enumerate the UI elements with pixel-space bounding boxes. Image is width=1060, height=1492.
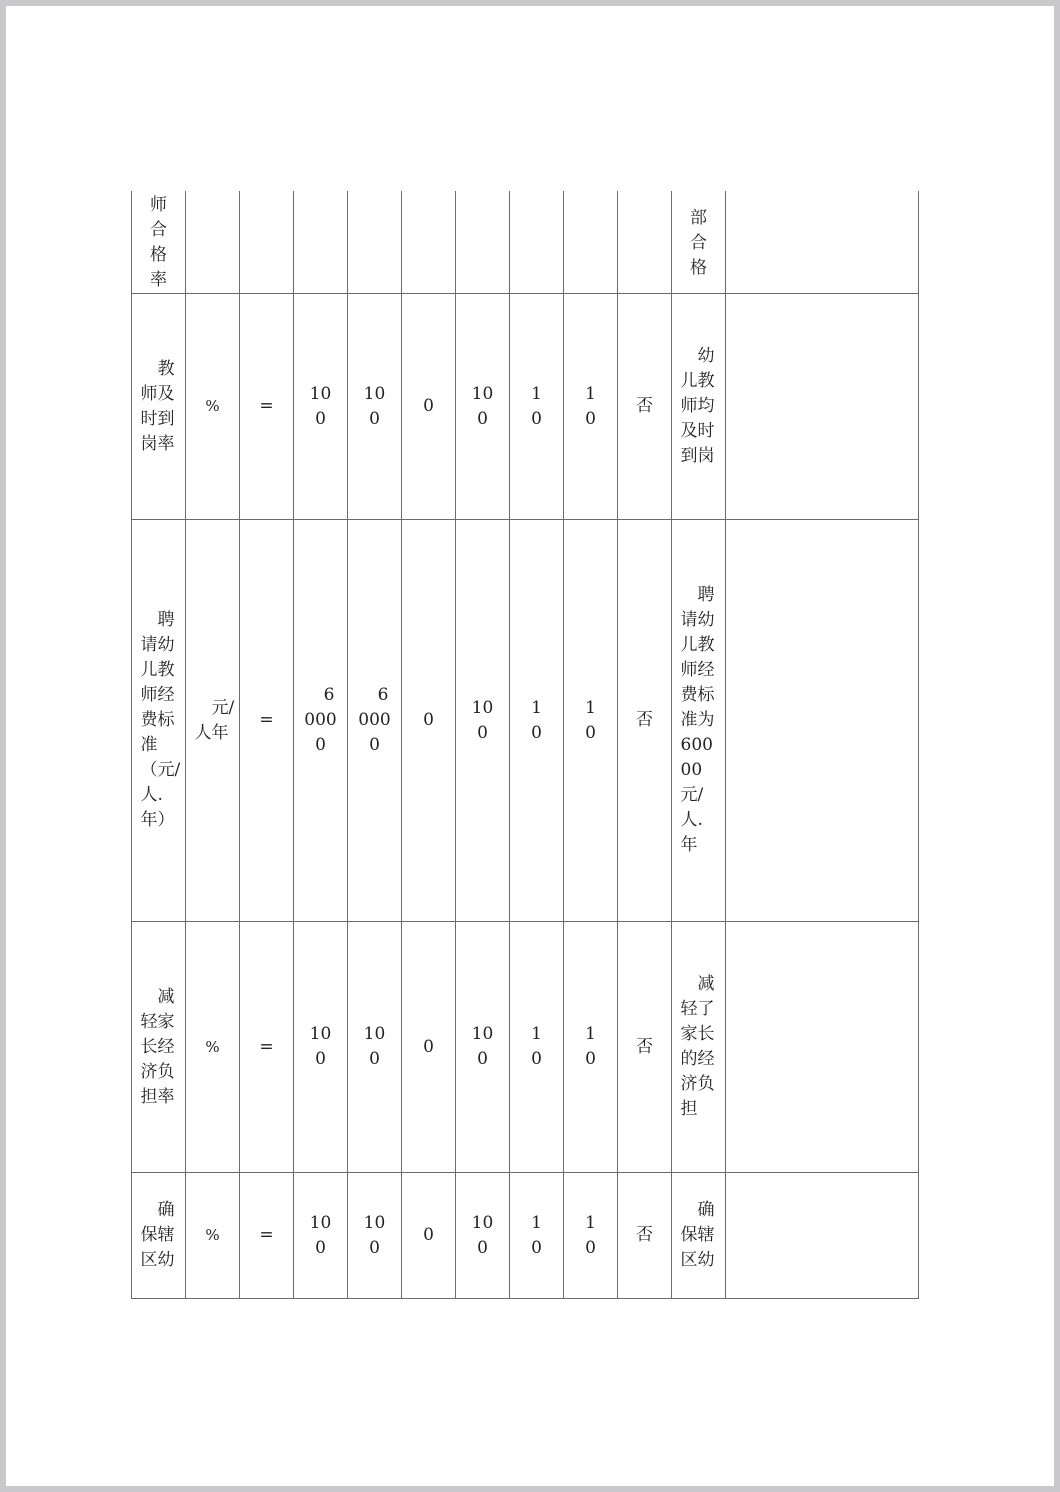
weight-cell <box>510 922 564 1173</box>
operator-cell <box>240 922 294 1173</box>
unit-cell <box>186 520 240 922</box>
target-value: 100 <box>309 383 332 429</box>
result-text: 确保辖区幼 <box>680 1200 715 1270</box>
completion-rate-cell <box>456 191 510 294</box>
target-value: 100 <box>309 1212 332 1258</box>
operator: = <box>259 710 274 730</box>
actual-value-cell <box>348 1173 402 1299</box>
actual-value: 100 <box>363 383 386 429</box>
deviation-cell <box>402 191 456 294</box>
unit: % <box>205 1037 220 1056</box>
actual-value-cell <box>348 922 402 1173</box>
flag: 否 <box>636 710 653 730</box>
deviation: 0 <box>423 1225 434 1245</box>
weight-cell <box>510 1173 564 1299</box>
target-value: 100 <box>309 1024 332 1069</box>
result-cell <box>672 1173 726 1299</box>
score-cell <box>564 520 618 922</box>
target-value-cell <box>294 922 348 1173</box>
note-cell <box>726 294 919 520</box>
unit-cell <box>186 1173 240 1299</box>
note-cell <box>726 520 919 922</box>
weight: 10 <box>531 383 542 429</box>
deviation-cell <box>402 520 456 922</box>
indicator-name-cell <box>132 1173 186 1299</box>
result-text: 幼儿教师均及时到岗 <box>680 346 715 466</box>
score: 10 <box>585 1024 596 1069</box>
unit-cell <box>186 191 240 294</box>
indicator-name-cell <box>132 922 186 1173</box>
weight-cell <box>510 294 564 520</box>
unit: % <box>205 397 220 415</box>
result-text: 减轻了家长的经济负担 <box>680 974 715 1119</box>
weight-cell <box>510 191 564 294</box>
indicator-name-cell <box>132 520 186 922</box>
completion-rate-cell <box>456 520 510 922</box>
performance-table <box>131 191 919 1299</box>
result-cell <box>672 520 726 922</box>
score-cell <box>564 1173 618 1299</box>
document-page <box>6 6 1054 1486</box>
flag-cell <box>618 922 672 1173</box>
completion-rate: 100 <box>471 1024 494 1069</box>
indicator-name: 师合格率 <box>150 195 167 290</box>
operator: = <box>259 396 274 416</box>
flag-cell <box>618 1173 672 1299</box>
actual-value-cell <box>348 294 402 520</box>
result-cell <box>672 294 726 520</box>
score: 10 <box>585 1212 596 1258</box>
note-cell <box>726 191 919 294</box>
score: 10 <box>585 383 596 429</box>
deviation: 0 <box>423 710 434 730</box>
deviation: 0 <box>423 396 434 416</box>
target-value-cell <box>294 520 348 922</box>
actual-value-cell <box>348 520 402 922</box>
indicator-name: 确保辖区幼 <box>140 1200 175 1270</box>
weight-cell <box>510 520 564 922</box>
indicator-name: 减轻家长经济负担率 <box>140 986 175 1107</box>
unit-cell <box>186 922 240 1173</box>
weight: 10 <box>531 1024 542 1069</box>
target-value-cell <box>294 1173 348 1299</box>
deviation: 0 <box>423 1036 434 1057</box>
indicator-name: 聘请幼儿教师经费标准（元/人.年） <box>140 610 181 830</box>
indicator-name-cell <box>132 294 186 520</box>
weight: 10 <box>531 1212 542 1258</box>
unit: % <box>205 1226 220 1244</box>
weight: 10 <box>531 697 542 743</box>
note-cell <box>726 1173 919 1299</box>
operator-cell <box>240 191 294 294</box>
flag: 否 <box>636 1225 653 1245</box>
flag-cell <box>618 294 672 520</box>
flag-cell <box>618 520 672 922</box>
deviation-cell <box>402 294 456 520</box>
score-cell <box>564 922 618 1173</box>
indicator-name-cell <box>132 191 186 294</box>
result-text: 部合格 <box>690 207 707 278</box>
table-row <box>132 1173 919 1299</box>
result-text: 聘请幼儿教师经费标准为60000元/人.年 <box>680 585 715 855</box>
target-value-cell <box>294 294 348 520</box>
deviation-cell <box>402 922 456 1173</box>
result-cell <box>672 191 726 294</box>
result-cell <box>672 922 726 1173</box>
operator-cell <box>240 294 294 520</box>
completion-rate-cell <box>456 922 510 1173</box>
completion-rate: 100 <box>471 697 494 743</box>
operator-cell <box>240 520 294 922</box>
actual-value: 100 <box>363 1212 386 1258</box>
flag: 否 <box>636 396 653 416</box>
indicator-name: 教师及时到岗率 <box>140 358 175 454</box>
completion-rate-cell <box>456 294 510 520</box>
score-cell <box>564 294 618 520</box>
operator: = <box>259 1225 274 1245</box>
table-row <box>132 520 919 922</box>
operator-cell <box>240 1173 294 1299</box>
deviation-cell <box>402 1173 456 1299</box>
table-row <box>132 294 919 520</box>
table-row <box>132 191 919 294</box>
unit: 元/人年 <box>194 697 235 743</box>
score: 10 <box>585 697 596 743</box>
flag: 否 <box>636 1036 653 1057</box>
table-row <box>132 922 919 1173</box>
completion-rate: 100 <box>471 1212 494 1258</box>
unit-cell <box>186 294 240 520</box>
actual-value-cell <box>348 191 402 294</box>
completion-rate: 100 <box>471 383 494 429</box>
actual-value: 100 <box>363 1024 386 1069</box>
actual-value: 60000 <box>358 685 391 755</box>
score-cell <box>564 191 618 294</box>
target-value-cell <box>294 191 348 294</box>
completion-rate-cell <box>456 1173 510 1299</box>
operator: = <box>259 1036 274 1057</box>
flag-cell <box>618 191 672 294</box>
note-cell <box>726 922 919 1173</box>
target-value: 60000 <box>304 685 337 755</box>
